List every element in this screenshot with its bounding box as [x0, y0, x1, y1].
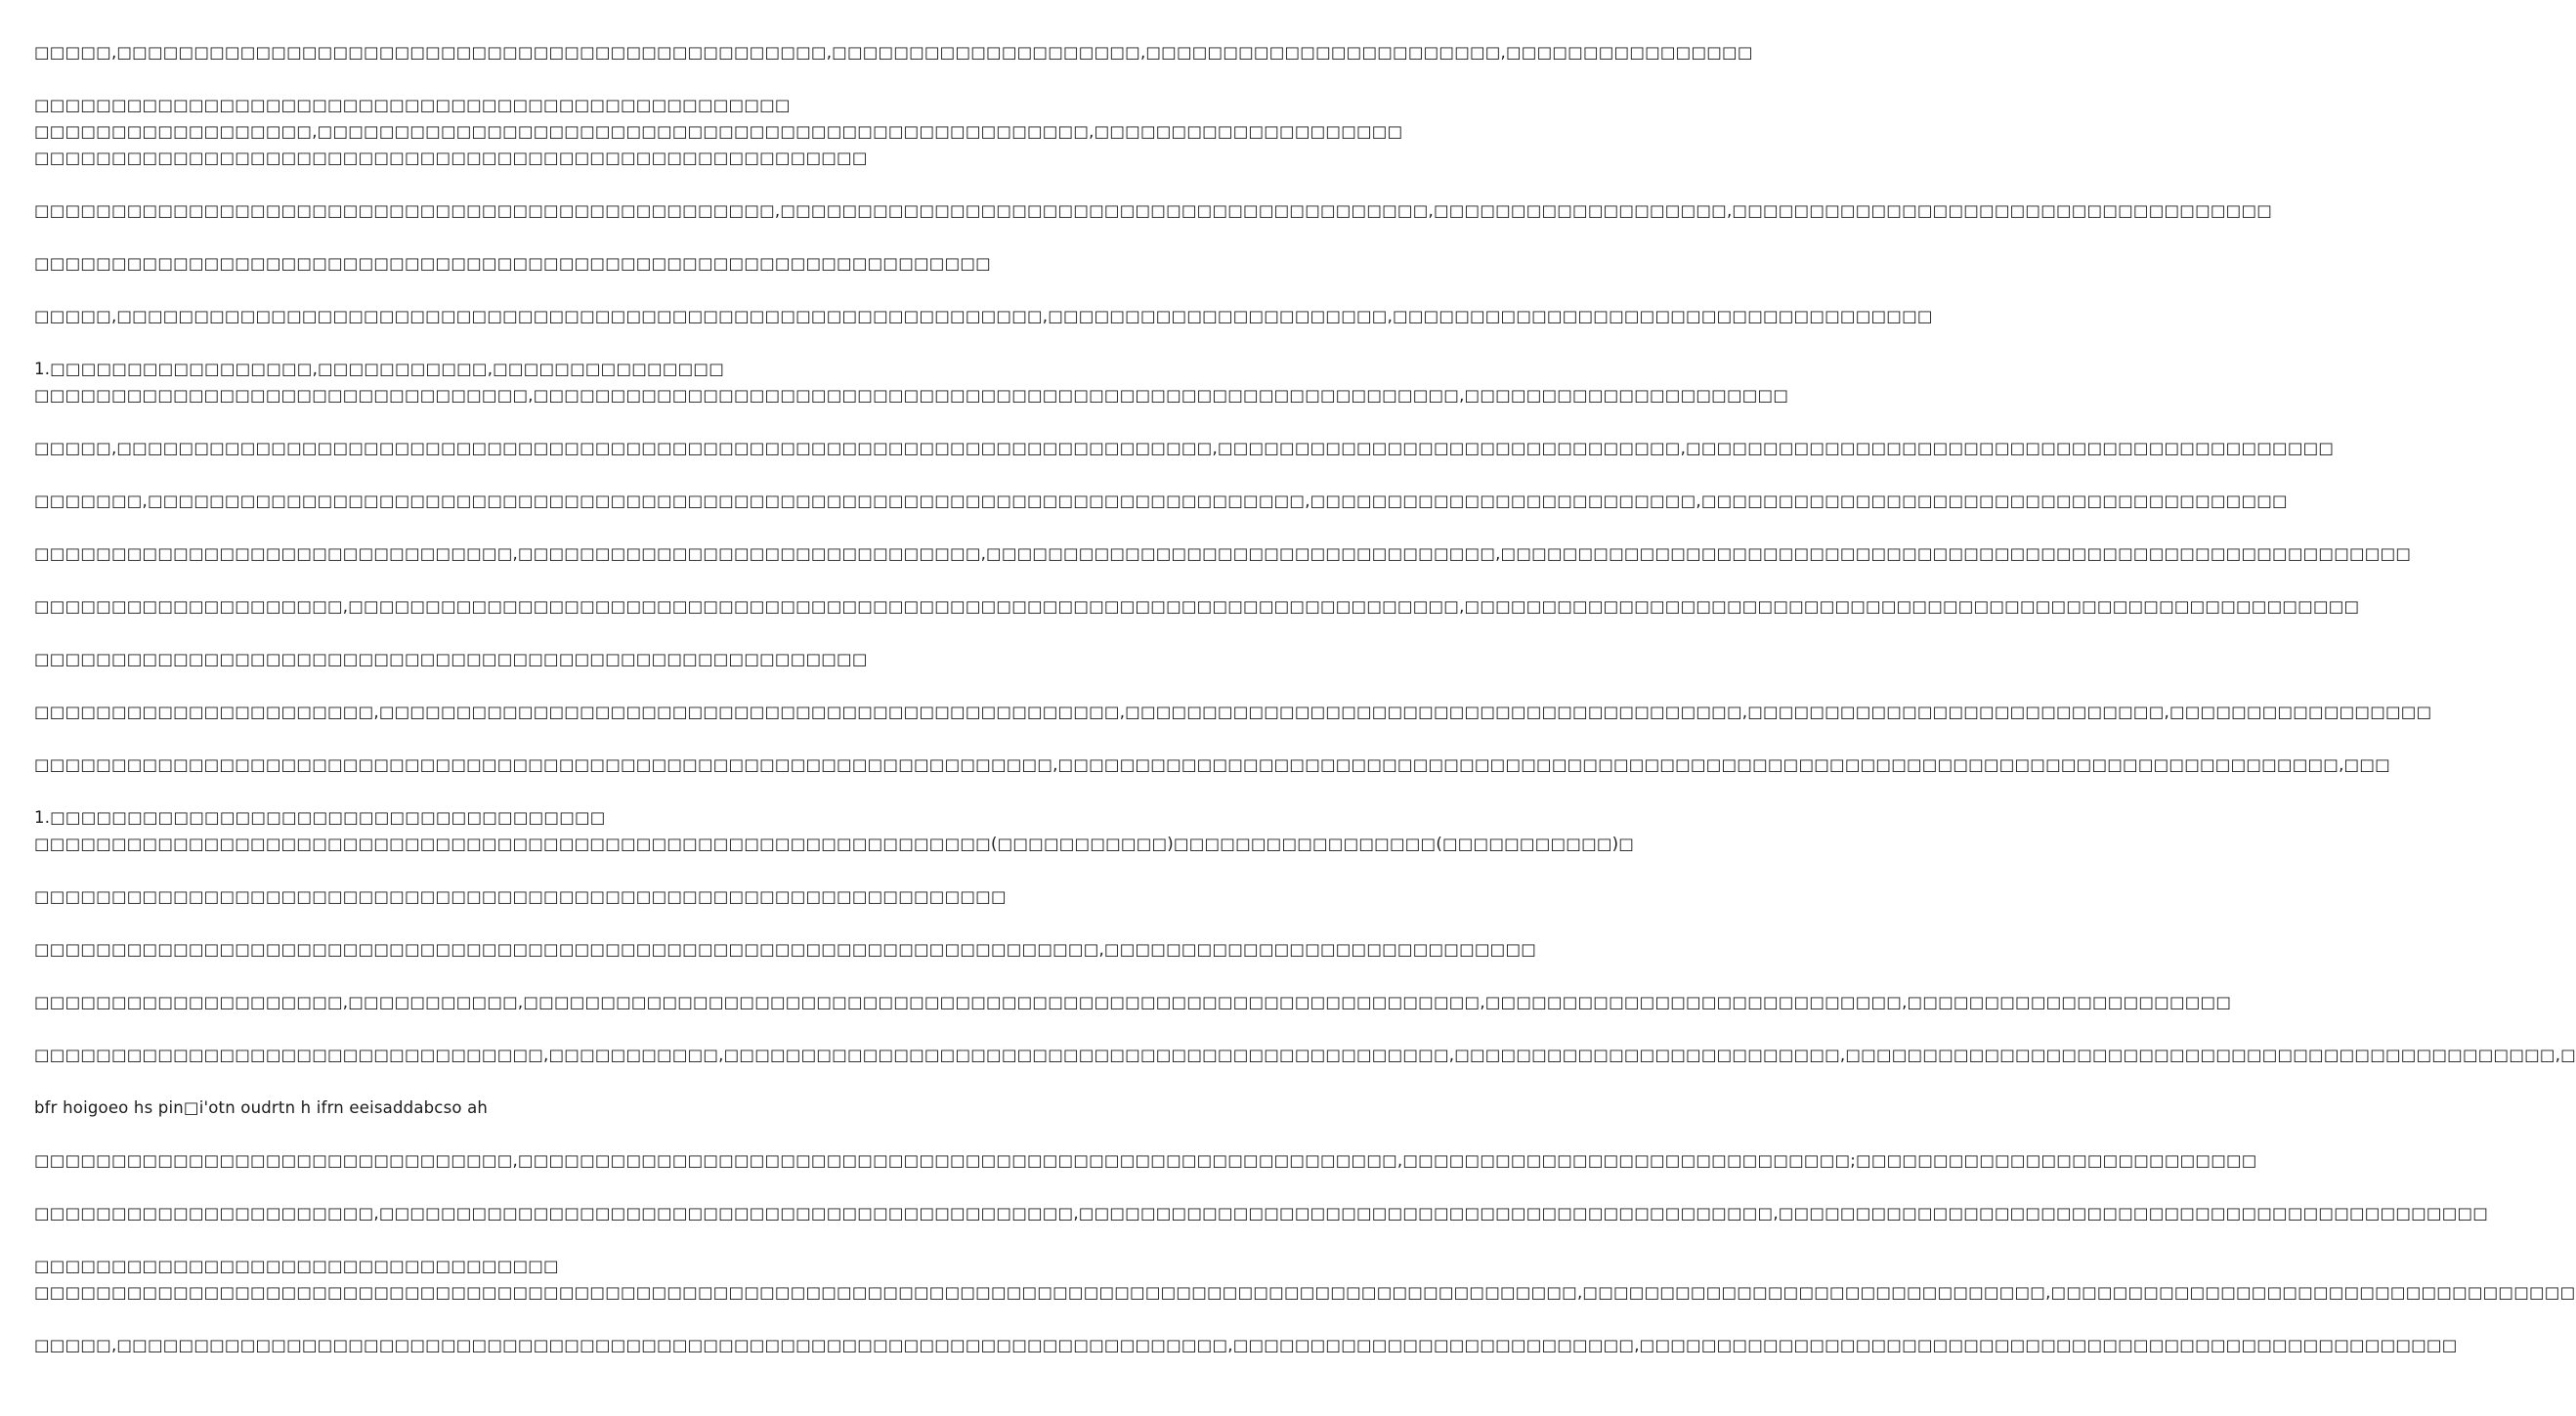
paragraph-18: □□□□□□□□□□□□□□□□□□□□□□□□□□□□□□□□□,□□□□□□□□□□□,□□□□□□□□□□□□□□□□□□□□□□□□□□□□□□□□□□□□□□□□□□□□□□□,□□□□□□□□□□□□□□□□□□□□□□□□□,□□□□□□□□□□□□□□□□□□□□□□□□□□□□□□□□□□□□□□□□□□□□□□,□ [34, 1046, 2576, 1064]
paragraph-17: □□□□□□□□□□□□□□□□□□□□,□□□□□□□□□□□,□□□□□□□□□□□□□□□□□□□□□□□□□□□□□□□□□□□□□□□□□□□□□□□□□□□□□□□□□□□□□□,□□□□□□□□□□□□□□□□□□□□□□□□□□□,□□□□□□□□□□□□□□□□□□□□□ [34, 993, 2232, 1011]
paragraph-19: □□□□□□□□□□□□□□□□□□□□□□□□□□□□□□□,□□□□□□□□□□□□□□□□□□□□□□□□□□□□□□□□□□□□□□□□□□□□□□□□□□□□□□□□□,□□□□□□□□□□□□□□□□□□□□□□□□□□□□□;□□□□□□□□□□□□□□□□□□□□□□□□□□ [34, 1151, 2257, 1170]
section-heading-1: 1.□□□□□□□□□□□□□□□□□,□□□□□□□□□□□,□□□□□□□□□□□□□□□ [34, 360, 724, 378]
paragraph-16: □□□□□□□□□□□□□□□□□□□□□□□□□□□□□□□□□□□□□□□□□□□□□□□□□□□□□□□□□□□□□□□□□□□□□,□□□□□□□□□□□□□□□□□□□□□□□□□□□□ [34, 940, 1537, 959]
paragraph-2-line-2: □□□□□□□□□□□□□□□□□□,□□□□□□□□□□□□□□□□□□□□□□□□□□□□□□□□□□□□□□□□□□□□□□□□□□,□□□□□□□□□□□□□□□□□□□□ [34, 122, 1403, 141]
paragraph-8: □□□□□□□,□□□□□□□□□□□□□□□□□□□□□□□□□□□□□□□□□□□□□□□□□□□□□□□□□□□□□□□□□□□□□□□□□□□□□□□□□□□,□□□□□□□□□□□□□□□□□□□□□□□□□,□□□□□□□□□□□□□□□□□□□□□□□□□□□□□□□□□□□□□□ [34, 492, 2288, 510]
paragraph-3: □□□□□□□□□□□□□□□□□□□□□□□□□□□□□□□□□□□□□□□□□□□□□□□□,□□□□□□□□□□□□□□□□□□□□□□□□□□□□□□□□□□□□□□□□□□,□□□□□□□□□□□□□□□□□□□,□□□□□□□□□□□□□□□□□□□□□□□□□□□□□□□□□□□ [34, 201, 2273, 220]
paragraph-9: □□□□□□□□□□□□□□□□□□□□□□□□□□□□□□□,□□□□□□□□□□□□□□□□□□□□□□□□□□□□□□,□□□□□□□□□□□□□□□□□□□□□□□□□□□□□□□□□,□□□□□□□□□□□□□□□□□□□□□□□□□□□□□□□□□□□□□□□□□□□□□□□□□□□□□□□□□□□ [34, 544, 2412, 563]
section-heading-2: 1.□□□□□□□□□□□□□□□□□□□□□□□□□□□□□□□□□□□□ [34, 808, 606, 827]
paragraph-4: □□□□□□□□□□□□□□□□□□□□□□□□□□□□□□□□□□□□□□□□□□□□□□□□□□□□□□□□□□□□□□ [34, 254, 991, 273]
paragraph-7: □□□□□,□□□□□□□□□□□□□□□□□□□□□□□□□□□□□□□□□□□□□□□□□□□□□□□□□□□□□□□□□□□□□□□□□□□□□□□,□□□□□□□□□□□□□□□□□□□□□□□□□□□□□□,□□□□□□□□□□□□□□□□□□□□□□□□□□□□□□□□□□□□□□□□□□ [34, 439, 2335, 457]
garbled-latin-line: bfr hoigoeo hs pin□i'otn oudrtn h ifrn eeisaddabcso ah [34, 1098, 489, 1117]
paragraph-14: □□□□□□□□□□□□□□□□□□□□□□□□□□□□□□□□□□□□□□□□□□□□□□□□□□□□□□□□□□□□□□(□□□□□□□□□□□)□□□□□□□□□□□□□□□□□(□□□□□□□□□□□)□ [34, 835, 1635, 853]
section-heading-3: □□□□□□□□□□□□□□□□□□□□□□□□□□□□□□□□□□ [34, 1257, 559, 1275]
paragraph-6: □□□□□□□□□□□□□□□□□□□□□□□□□□□□□□□□,□□□□□□□□□□□□□□□□□□□□□□□□□□□□□□□□□□□□□□□□□□□□□□□□□□□□□□□□□□□□,□□□□□□□□□□□□□□□□□□□□□ [34, 386, 1789, 405]
paragraph-22: □□□□□,□□□□□□□□□□□□□□□□□□□□□□□□□□□□□□□□□□□□□□□□□□□□□□□□□□□□□□□□□□□□□□□□□□□□□□□□,□□□□□□□□□□□□□□□□□□□□□□□□□□,□□□□□□□□□□□□□□□□□□□□□□□□□□□□□□□□□□□□□□□□□□□□□□□□□□□□□ [34, 1336, 2458, 1354]
paragraph-2-line-3: □□□□□□□□□□□□□□□□□□□□□□□□□□□□□□□□□□□□□□□□□□□□□□□□□□□□□□ [34, 149, 868, 167]
paragraph-11: □□□□□□□□□□□□□□□□□□□□□□□□□□□□□□□□□□□□□□□□□□□□□□□□□□□□□□ [34, 650, 868, 668]
paragraph-20: □□□□□□□□□□□□□□□□□□□□□□,□□□□□□□□□□□□□□□□□□□□□□□□□□□□□□□□□□□□□□□□□□□□□,□□□□□□□□□□□□□□□□□□□□□□□□□□□□□□□□□□□□□□□□□□□□□,□□□□□□□□□□□□□□□□□□□□□□□□□□□□□□□□□□□□□□□□□□□□□□ [34, 1204, 2489, 1223]
paragraph-13: □□□□□□□□□□□□□□□□□□□□□□□□□□□□□□□□□□□□□□□□□□□□□□□□□□□□□□□□□□□□□□□□□□,□□□□□□□□□□□□□□□□□□□□□□□□□□□□□□□□□□□□□□□□□□□□□□□□□□□□□□□□□□□□□□□□□□□□□□□□□□□□□□□□□□□,□□□ [34, 755, 2390, 774]
paragraph-2-line-1: □□□□□□□□□□□□□□□□□□□□□□□□□□□□□□□□□□□□□□□□□□□□□□□□□ [34, 96, 791, 114]
paragraph-1: □□□□□,□□□□□□□□□□□□□□□□□□□□□□□□□□□□□□□□□□□□□□□□□□□□□□,□□□□□□□□□□□□□□□□□□□□,□□□□□□□□□□□□□□□□□□□□□□□,□□□□□□□□□□□□□□□□ [34, 43, 1753, 62]
document-body [34, 39, 2576, 1358]
paragraph-21: □□□□□□□□□□□□□□□□□□□□□□□□□□□□□□□□□□□□□□□□□□□□□□□□□□□□□□□□□□□□□□□□□□□□□□□□□□□□□□□□□□□□□□□□□□□□□□□□□□□□,□□□□□□□□□□□□□□□□□□□□□□□□□□□□□□,□□□□□□□□□□□□□□□□□□□□□□□□□□□□□□□□□□ [34, 1283, 2576, 1302]
paragraph-10: □□□□□□□□□□□□□□□□□□□□,□□□□□□□□□□□□□□□□□□□□□□□□□□□□□□□□□□□□□□□□□□□□□□□□□□□□□□□□□□□□□□□□□□□□□□□□,□□□□□□□□□□□□□□□□□□□□□□□□□□□□□□□□□□□□□□□□□□□□□□□□□□□□□□□□□□ [34, 597, 2360, 616]
paragraph-5: □□□□□,□□□□□□□□□□□□□□□□□□□□□□□□□□□□□□□□□□□□□□□□□□□□□□□□□□□□□□□□□□□□,□□□□□□□□□□□□□□□□□□□□□□,□□□□□□□□□□□□□□□□□□□□□□□□□□□□□□□□□□□ [34, 307, 1933, 325]
paragraph-15: □□□□□□□□□□□□□□□□□□□□□□□□□□□□□□□□□□□□□□□□□□□□□□□□□□□□□□□□□□□□□□□ [34, 887, 1007, 906]
paragraph-12: □□□□□□□□□□□□□□□□□□□□□□,□□□□□□□□□□□□□□□□□□□□□□□□□□□□□□□□□□□□□□□□□□□□□□□□,□□□□□□□□□□□□□□□□□□□□□□□□□□□□□□□□□□□□□□□□,□□□□□□□□□□□□□□□□□□□□□□□□□□□,□□□□□□□□□□□□□□□□□ [34, 703, 2432, 721]
